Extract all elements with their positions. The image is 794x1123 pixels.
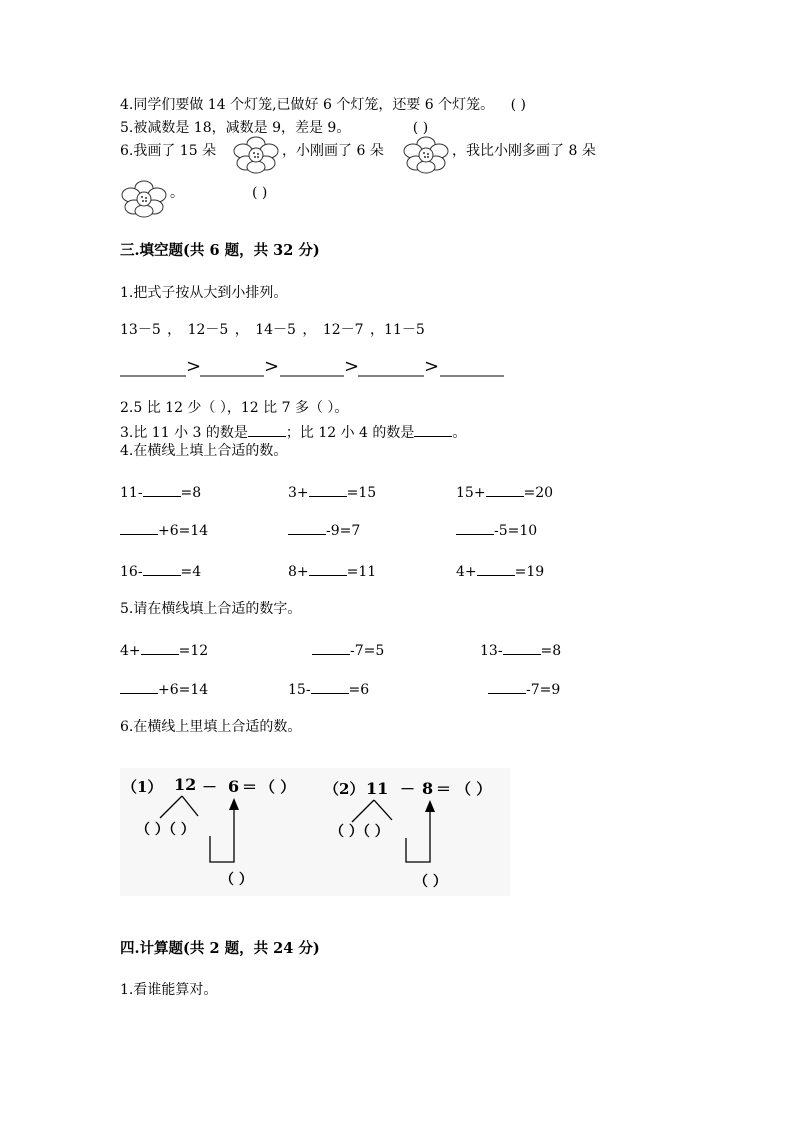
answer-blank[interactable]: （ ） (260, 778, 296, 796)
flower-icon (402, 136, 450, 174)
greater-than-sign: > (264, 356, 280, 377)
greater-than-sign: > (424, 356, 440, 377)
minus-sign: － (202, 778, 218, 796)
minus-sign: － (400, 780, 416, 798)
equation: -7=5 (312, 642, 384, 658)
problem-label: （2） (324, 780, 365, 798)
minuend: 11 (366, 779, 389, 798)
fill-q1-expressions: 13－5 ， 12－5 ， 14－5 ， 12－7 ，11－5 (120, 322, 425, 338)
fill-q4-prompt: 4.在横线上填上合适的数。 (120, 443, 288, 459)
judge-q6-answer[interactable]: ( ) (252, 185, 268, 201)
equation: 13- =8 (480, 643, 562, 659)
flower-icon (232, 136, 280, 174)
fill-q2: 2.5 比 12 少（ ），12 比 7 多（ ）。 (120, 400, 349, 416)
answer-blank[interactable] (141, 642, 179, 655)
answer-blank[interactable] (486, 484, 524, 497)
result-blank[interactable]: （ ） (220, 872, 253, 888)
fill-q6-prompt: 6.在横线上里填上合适的数。 (120, 719, 302, 735)
equation: 4+ =12 (120, 643, 209, 659)
fill-q1-prompt: 1.把式子按从大到小排列。 (120, 285, 288, 301)
section-title-calculation: 四.计算题(共 2 题，共 24 分) (120, 940, 320, 957)
answer-blank[interactable] (288, 522, 326, 535)
answer-blank[interactable] (120, 681, 158, 694)
section-title-fill-blank: 三.填空题(共 6 题，共 32 分) (120, 242, 320, 259)
subtrahend: 6 (228, 777, 240, 796)
equation: 16- =4 (120, 564, 202, 580)
answer-blank[interactable] (120, 522, 158, 535)
answer-blank[interactable] (309, 484, 347, 497)
equation: 15- =6 (288, 682, 370, 698)
equation: -5=10 (456, 522, 537, 538)
split-blanks[interactable]: （ ）（ ） (136, 822, 195, 838)
flower-icon (120, 180, 168, 218)
fill-q1-order-row (120, 356, 510, 378)
answer-blank[interactable] (143, 484, 181, 497)
equals-sign: ＝ (436, 780, 452, 798)
answer-blank[interactable] (456, 522, 494, 535)
answer-blank[interactable] (309, 563, 347, 576)
minuend: 12 (174, 775, 197, 794)
problem-label: （1） (122, 778, 163, 796)
answer-blank[interactable] (248, 424, 286, 437)
fill-q5-prompt: 5.请在横线填上合适的数字。 (120, 601, 302, 617)
answer-blank[interactable] (414, 424, 452, 437)
equation: -9=7 (288, 522, 360, 538)
judge-q5: 5.被减数是 18，减数是 9，差是 9。 ( ) (120, 120, 429, 136)
fill-q3: 3.比 11 小 3 的数是 ；比 12 小 4 的数是 。 (120, 425, 467, 441)
equation: +6=14 (120, 522, 208, 538)
greater-than-sign: > (186, 356, 202, 377)
answer-blank[interactable] (312, 642, 350, 655)
judge-q4: 4.同学们要做 14 个灯笼,已做好 6 个灯笼，还要 6 个灯笼。 ( ) (120, 97, 526, 113)
answer-blank[interactable] (503, 642, 541, 655)
result-blank[interactable]: （ ） (414, 874, 447, 890)
split-blanks[interactable]: （ ）（ ） (330, 824, 389, 840)
equation: 4+ =19 (456, 564, 545, 580)
equation: 3+ =15 (288, 485, 377, 501)
equation: 11- =8 (120, 485, 202, 501)
equation: -7=9 (488, 681, 560, 697)
answer-blank[interactable] (488, 681, 526, 694)
equation: +6=14 (120, 681, 208, 697)
greater-than-sign: > (344, 356, 360, 377)
calc-q1-prompt: 1.看谁能算对。 (120, 982, 218, 998)
judge-q6-line1: 6.我画了 15 朵 (120, 143, 217, 159)
subtrahend: 8 (422, 779, 434, 798)
answer-blank[interactable]: （ ） (456, 780, 492, 798)
equation: 15+ =20 (456, 485, 554, 501)
decomposition-diagram (120, 768, 510, 896)
judge-q5-answer[interactable]: ( ) (412, 120, 429, 136)
equals-sign: ＝ (242, 778, 258, 796)
answer-blank[interactable] (477, 563, 515, 576)
equation: 8+ =11 (288, 564, 377, 580)
judge-q4-answer[interactable]: ( ) (510, 97, 526, 113)
answer-blank[interactable] (143, 563, 181, 576)
answer-blank[interactable] (311, 681, 349, 694)
